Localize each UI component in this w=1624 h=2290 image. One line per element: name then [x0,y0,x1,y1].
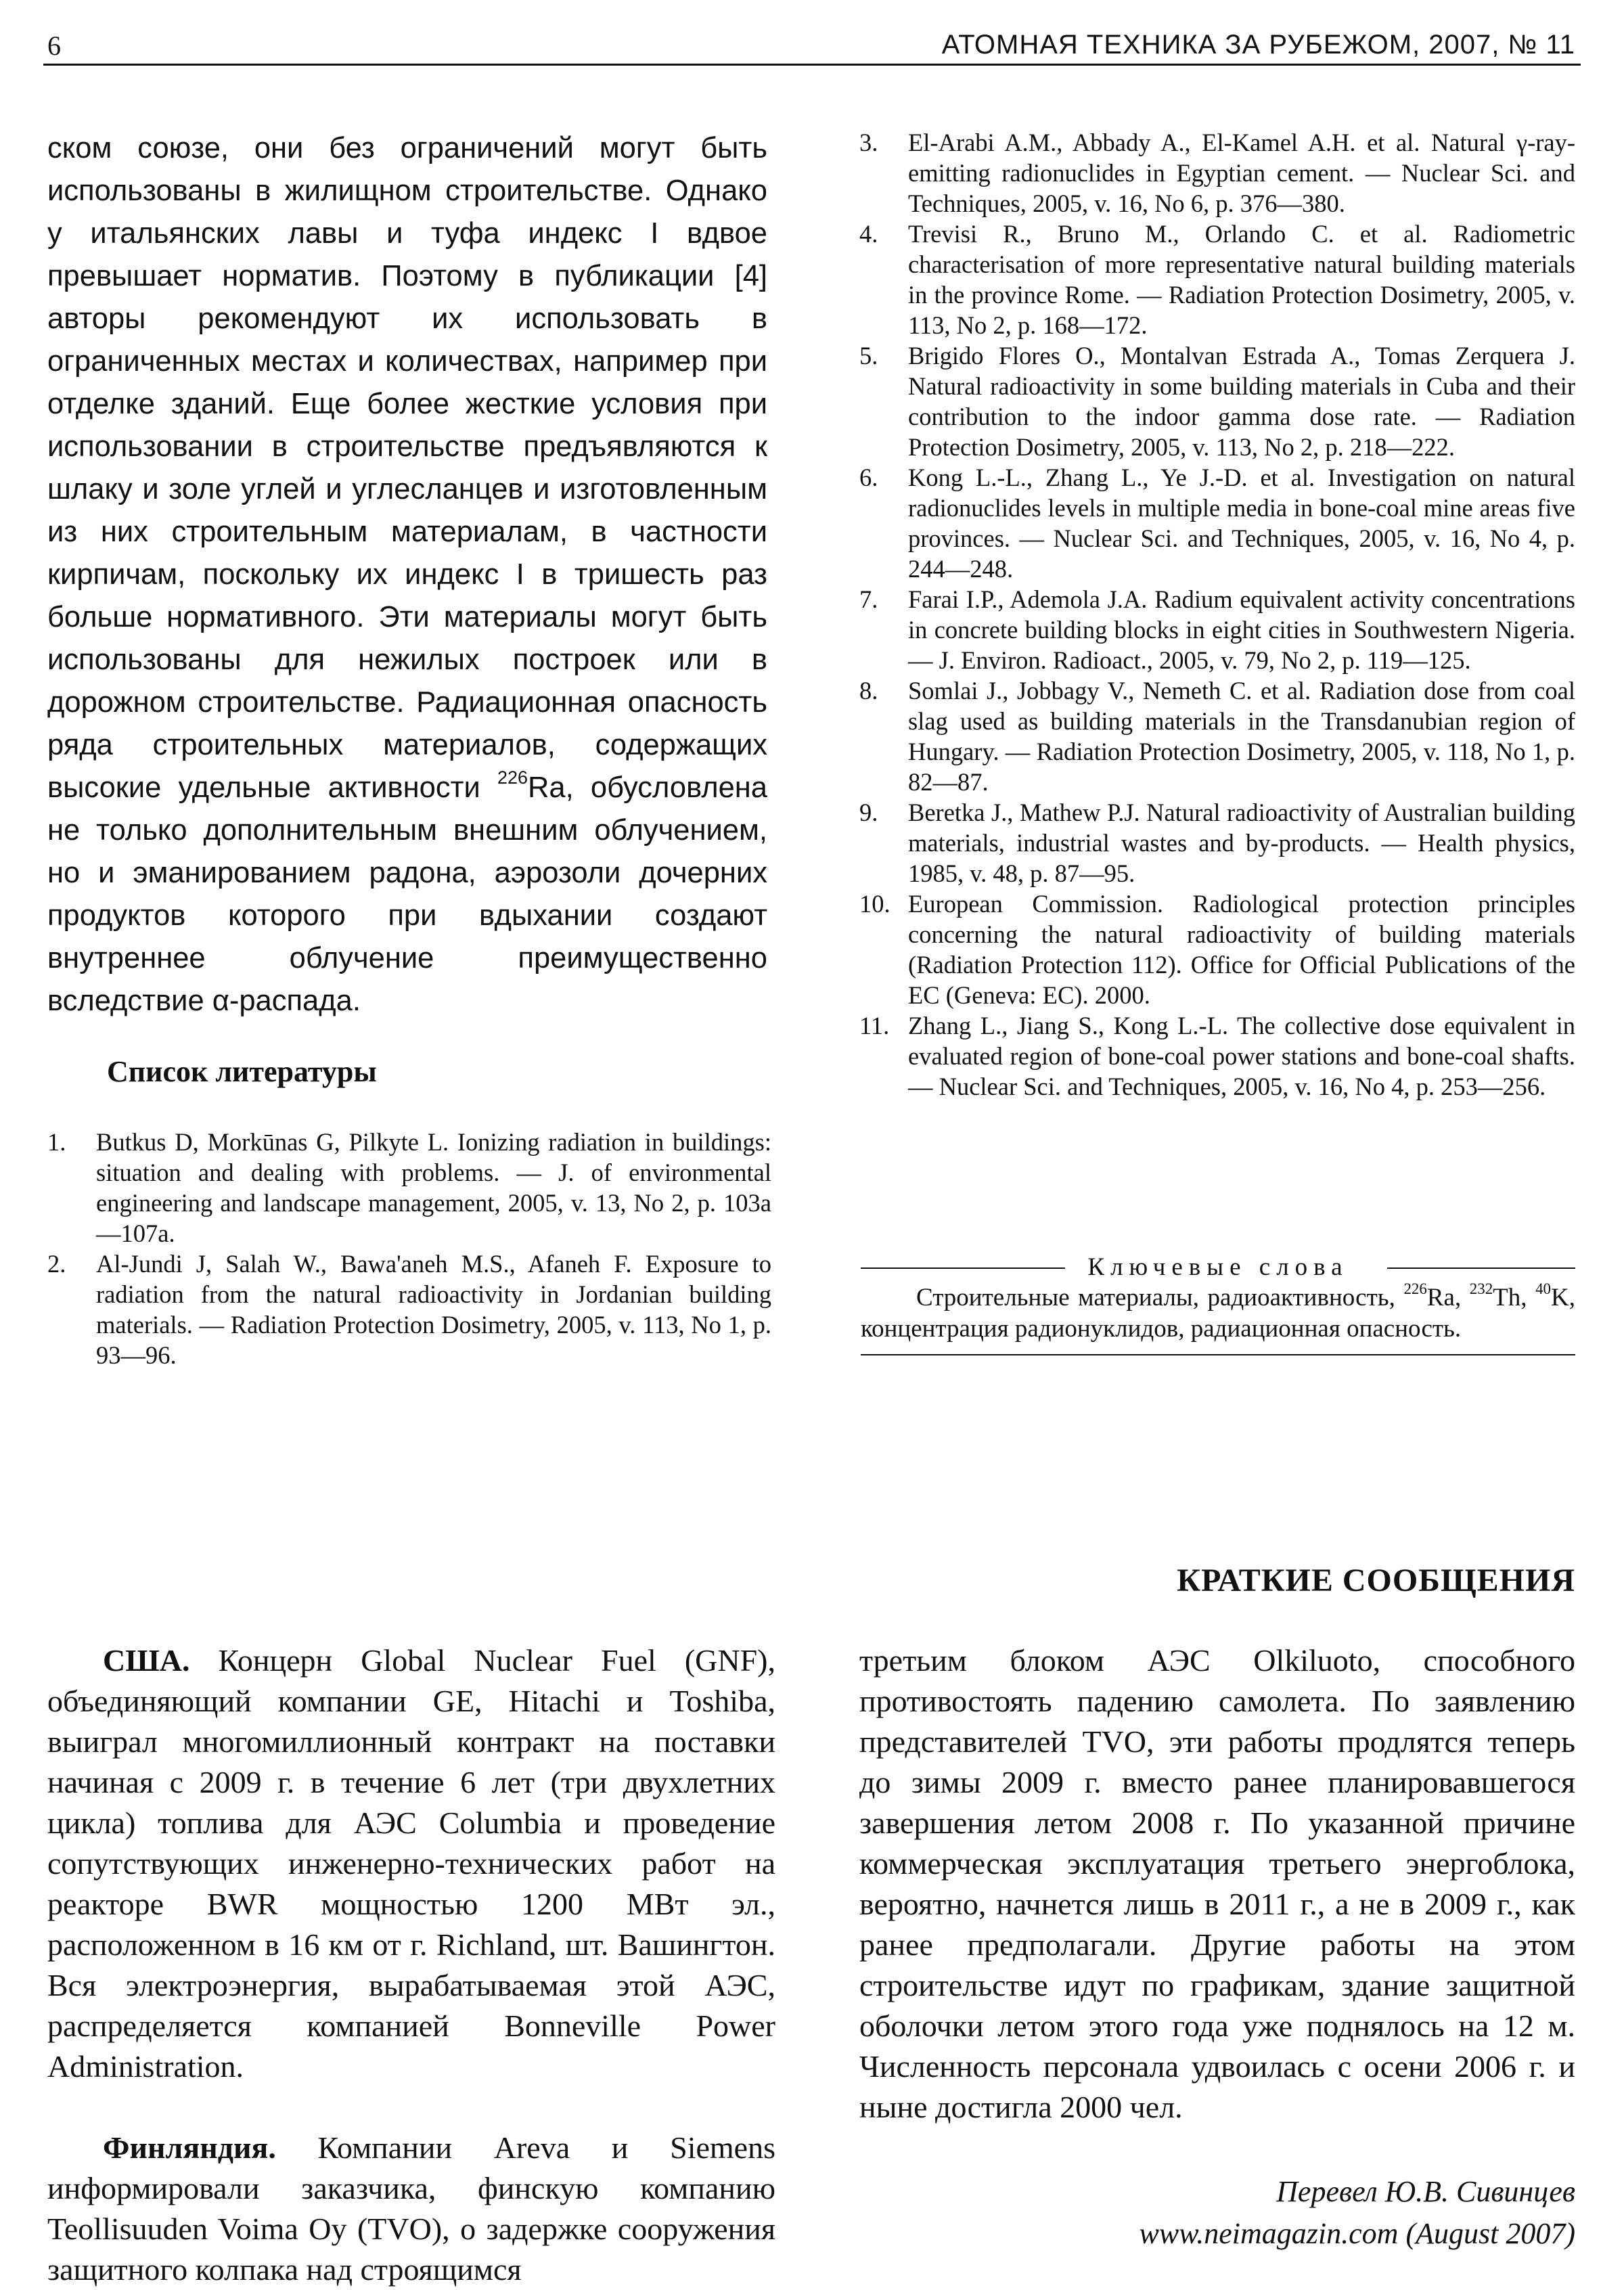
reference-text: El-Arabi A.M., Abbady A., El-Kamel A.H. et al. Natural γ-ray-emitting radionuclides in Egyptian cement. — Nuclear Sci. and Techniques, 2005, v. 16, No 6, p. 376—380. [908,129,1575,217]
source-url: www.neimagazin.com (August 2007) [1139,2217,1575,2250]
reference-number: 7. [859,585,878,613]
page-number: 6 [47,30,61,61]
news-usa-text: Концерн Global Nuclear Fuel (GNF), объединяющий компании GE, Hitachi и Toshiba, выиграл многомиллионный контракт на поставки начиная с 2009 г. в течение 6 лет (три двухлетних цикла) топлива для АЭС Columbia и проведение сопутствующих инженерно-технических работ на реакторе BWR мощностью 1200 МВт эл., расположенном в 16 км от г. Richland, шт. Вашингтон. Вся электроэнергия, вырабатываемая этой АЭС, распределяется компанией Bonneville Power Administration. [47,1643,775,2084]
reference-number: 3. [859,129,878,156]
reference-number: 9. [859,799,878,826]
reference-item [859,797,1575,889]
references-list-left [47,1127,771,1370]
section-title: КРАТКИЕ СООБЩЕНИЯ [1177,1563,1575,1598]
reference-item [859,675,1575,797]
translation-credit [1140,2171,1576,2255]
news-usa-lead: США. [103,1643,190,1678]
reference-item [859,889,1575,1010]
news-left-column [47,1640,775,2290]
article-paragraph: ском союзе, они без ограничений могут быть использованы в жилищном строительстве. Однако у итальянских лавы и туфа индекс I вдвое превышает норматив. Поэтому в публикации [4] авторы рекомендуют их использовать в ограниченных местах и количествах, например при отделке зданий. Еще более жесткие условия при использовании в строительстве предъявляются к шлаку и золе углей и углесланцев и изготовленным из них строительным материалам, в частности кирпичам, поскольку их индекс I в тришесть раз больше нормативного. Эти материалы могут быть использованы для нежилых построек или в дорожном строительстве. Радиационная опасность ряда строительных материалов, содержащих высокие удельные активности $^{226}$Ra, обусловлена не только дополнительным внешним облучением, но и эманированием радона, аэрозоли дочерних продуктов которого при вдыхании создают внутреннее облучение преимущественно вследствие α-распада. [47,132,767,1017]
news-finland [47,2128,775,2290]
reference-number: 4. [859,220,878,248]
reference-text: Trevisi R., Bruno M., Orlando C. et al. Radiometric characterisation of more representative natural building materials in the province Rome. — Radiation Protection Dosimetry, 2005, v. 113, No 2, p. 168—172. [908,220,1575,339]
reference-item [47,1249,771,1370]
reference-item [859,219,1575,340]
article-text-column [47,127,767,1023]
reference-text: Kong L.-L., Zhang L., Ye J.-D. et al. Investigation on natural radionuclides levels in multiple media in bone-coal mine areas five provinces. — Nuclear Sci. and Techniques, 2005, v. 16, No 4, p. 244—248. [908,464,1575,583]
reference-text: Brigido Flores O., Montalvan Estrada A., Tomas Zerquera J. Natural radioactivity in some building materials in Cuba and their contribution to the indoor gamma dose rate. — Radiation Protection Dosimetry, 2005, v. 113, No 2, p. 218—222. [908,342,1575,461]
reference-number: 1. [47,1128,66,1156]
keywords-box [861,1253,1575,1355]
keywords-divider [861,1354,1575,1355]
translator-name: Перевел Ю.В. Сивинцев [1276,2175,1575,2208]
reference-number: 6. [859,464,878,491]
reference-number: 5. [859,342,878,369]
reference-item [859,340,1575,462]
news-finland-continued: третьим блоком АЭС Olkiluoto, способного противостоять падению самолета. По заявлению представителей TVO, эти работы продлятся теперь до зимы 2009 г. вместо ранее планировавшегося завершения летом 2008 г. По указанной причине коммерческая эксплуатация третьего энергоблока, вероятно, начнется лишь в 2011 г., а не в 2009 г., как ранее предполагали. Другие работы на этом строительстве идут по графикам, здание защитной оболочки летом этого года уже поднялось на 12 м. Численность персонала удвоилась с осени 2006 г. и ныне достигла 2000 чел. [859,1643,1575,2124]
keywords-heading: Ключевые слова [861,1253,1575,1282]
reference-item [859,1010,1575,1102]
reference-text: Somlai J., Jobbagy V., Nemeth C. et al. Radiation dose from coal slag used as building materials in the Transdanubian region of Hungary. — Radiation Protection Dosimetry, 2005, v. 118, No 1, p. 82—87. [908,677,1575,796]
reference-item [859,127,1575,219]
news-finland-lead: Финляндия. [103,2130,276,2165]
reference-text: Butkus D, Morkūnas G, Pilkyte L. Ionizing radiation in buildings: situation and dealing with problems. — J. of environmental engineering and landscape management, 2005, v. 13, No 2, p. 103a—107a. [96,1128,771,1247]
reference-number: 8. [859,677,878,704]
reference-text: Al-Jundi J, Salah W., Bawa'aneh M.S., Afaneh F. Exposure to radiation from the natural radioactivity in Jordanian building materials. — Radiation Protection Dosimetry, 2005, v. 113, No 1, p. 93—96. [96,1250,771,1369]
reference-number: 2. [47,1250,66,1278]
journal-title: АТОМНАЯ ТЕХНИКА ЗА РУБЕЖОМ, 2007, № 11 [941,30,1575,60]
reference-number: 11. [859,1012,890,1039]
reference-item [859,584,1575,675]
news-right-column [859,1640,1575,2128]
references-title: Список литературы [107,1055,377,1088]
running-header [43,30,1581,66]
reference-number: 10. [859,890,890,918]
news-usa [47,1640,775,2087]
reference-text: Beretka J., Mathew P.J. Natural radioactivity of Australian building materials, industrial wastes and by-products. — Health physics, 1985, v. 48, p. 87—95. [908,799,1575,887]
reference-item [47,1127,771,1249]
reference-text: Zhang L., Jiang S., Kong L.-L. The collective dose equivalent in evaluated region of bone-coal power stations and bone-coal shafts. — Nuclear Sci. and Techniques, 2005, v. 16, No 4, p. 253—256. [908,1012,1575,1100]
references-list-right [859,127,1575,1102]
reference-text: Farai I.P., Ademola J.A. Radium equivalent activity concentrations in concrete building blocks in eight cities in Southwestern Nigeria. — J. Environ. Radioact., 2005, v. 79, No 2, p. 119—125. [908,585,1575,674]
news-finland-text: Компании Areva и Siemens информировали заказчика, финскую компанию Teollisuuden Voima Oy (TVO), о задержке сооружения защитного колпака над строящимся [47,2130,775,2287]
reference-text: European Commission. Radiological protection principles concerning the natural radioactivity of building materials (Radiation Protection 112). Office for Official Publications of the EC (Geneva: EC). 2000. [908,890,1575,1009]
keywords-text: Строительные материалы, радиоактивность, $^{226}$Ra, $^{232}$Th, $^{40}$K, концентрация радионуклидов, радиационная опасность. [861,1280,1575,1343]
reference-item [859,462,1575,584]
